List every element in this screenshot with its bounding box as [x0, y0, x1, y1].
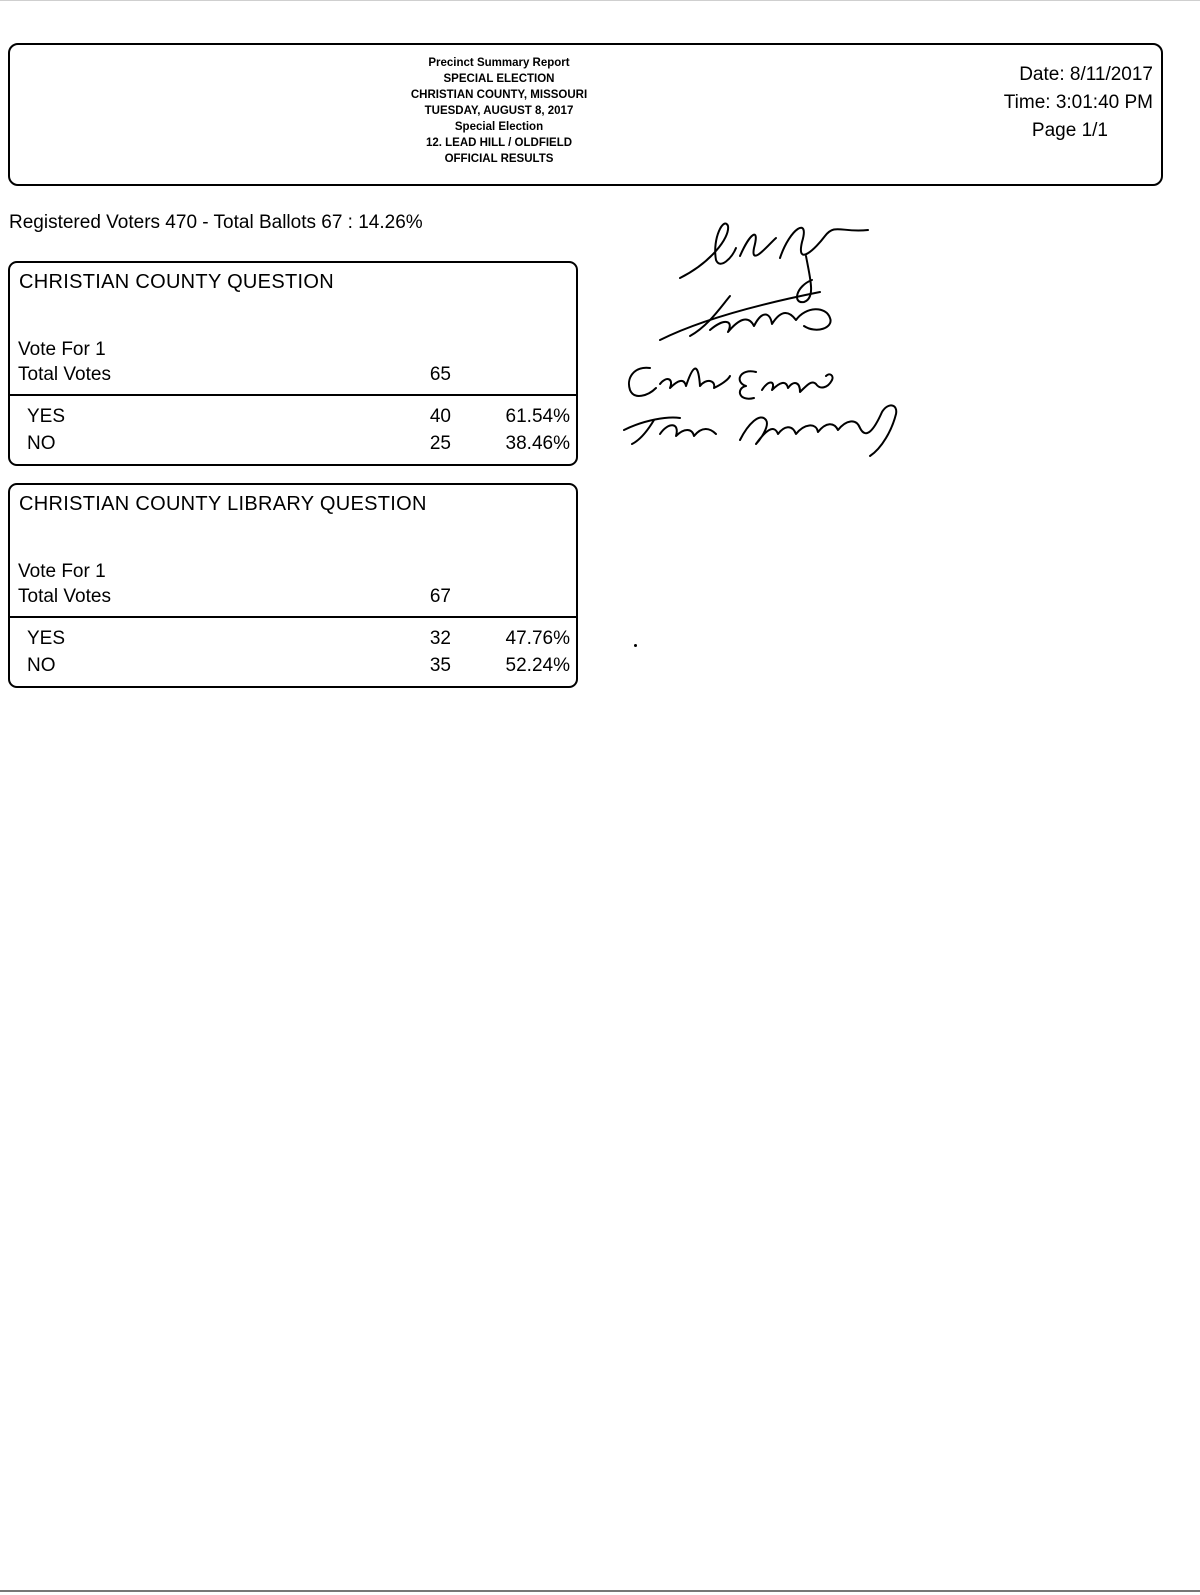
- precinct-name: 12. LEAD HILL / OLDFIELD: [425, 137, 573, 149]
- contest-title: CHRISTIAN COUNTY QUESTION: [19, 271, 334, 293]
- report-header: [8, 43, 1163, 186]
- choice-votes: 32: [429, 628, 451, 649]
- page-number: Page 1/1: [1031, 120, 1108, 141]
- choice-name: YES: [27, 628, 66, 649]
- signature-4: [624, 405, 896, 456]
- signature-2: [660, 292, 831, 340]
- report-meta: [953, 61, 1153, 145]
- choice-name: NO: [27, 433, 56, 454]
- election-date: TUESDAY, AUGUST 8, 2017: [424, 105, 574, 117]
- jurisdiction: CHRISTIAN COUNTY, MISSOURI: [410, 89, 588, 101]
- total-votes-label: Total Votes: [18, 586, 111, 607]
- report-title: Precinct Summary Report: [428, 57, 570, 69]
- choice-votes: 25: [429, 433, 451, 454]
- turnout-summary: Registered Voters 470 - Total Ballots 67 : 14.26%: [9, 212, 423, 233]
- contest-title: CHRISTIAN COUNTY LIBRARY QUESTION: [19, 493, 427, 515]
- total-votes-value: 65: [429, 364, 451, 385]
- contest-library-question: [8, 483, 578, 688]
- contest-divider: [10, 394, 576, 396]
- choice-percent: 38.46%: [505, 433, 570, 454]
- choice-row: [10, 628, 576, 655]
- top-edge-rule: [0, 0, 1200, 1]
- choice-name: NO: [27, 655, 56, 676]
- choice-percent: 47.76%: [505, 628, 570, 649]
- election-name: SPECIAL ELECTION: [443, 73, 555, 85]
- choice-name: YES: [27, 406, 66, 427]
- election-type: Special Election: [454, 121, 544, 133]
- report-time: Time: 3:01:40 PM: [1003, 92, 1153, 113]
- scan-speck: [634, 644, 637, 647]
- bottom-edge-rule: [0, 1590, 1200, 1592]
- choice-row: [10, 655, 576, 682]
- contest-county-question: [8, 261, 578, 466]
- choice-percent: 61.54%: [505, 406, 570, 427]
- handwritten-signatures: [620, 208, 910, 458]
- choice-percent: 52.24%: [505, 655, 570, 676]
- vote-for-label: Vote For 1: [18, 339, 106, 360]
- report-date: Date: 8/11/2017: [1019, 64, 1153, 85]
- total-votes-label: Total Votes: [18, 364, 111, 385]
- signature-1: [680, 224, 868, 303]
- choice-votes: 40: [429, 406, 451, 427]
- choice-row: [10, 406, 576, 433]
- choice-row: [10, 433, 576, 460]
- contest-divider: [10, 616, 576, 618]
- choice-votes: 35: [429, 655, 451, 676]
- signature-3: [629, 368, 833, 399]
- vote-for-label: Vote For 1: [18, 561, 106, 582]
- report-header-title-block: [349, 55, 649, 167]
- results-status: OFFICIAL RESULTS: [444, 153, 554, 165]
- total-votes-value: 67: [429, 586, 451, 607]
